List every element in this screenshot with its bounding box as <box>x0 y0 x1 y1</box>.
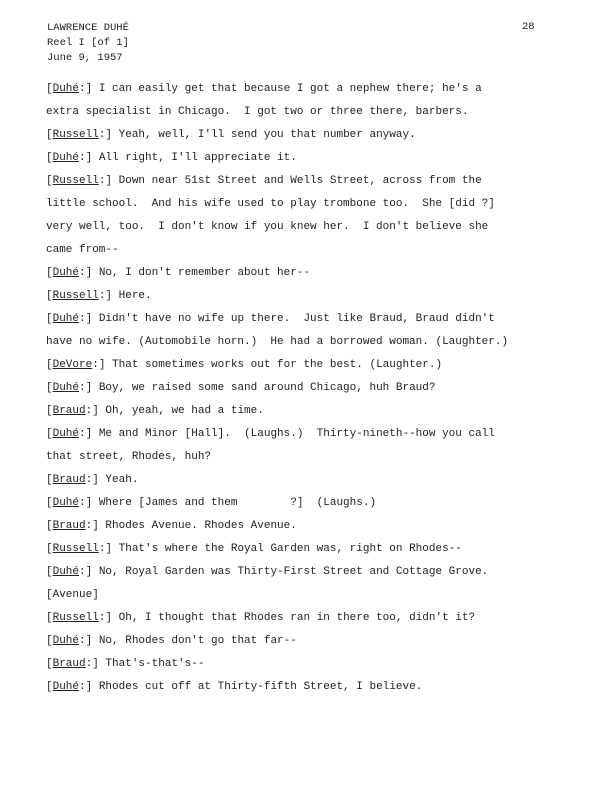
transcript-line: [Braud:] That's-that's-- <box>46 658 205 670</box>
line-text: Boy, we raised some sand around Chicago, huh Braud? <box>92 382 436 394</box>
speaker-name: Duhé <box>52 428 80 440</box>
transcript-line: [Duhé:] No, Royal Garden was Thirty-First Street and Cottage Grove. <box>46 566 489 578</box>
transcript-line: [Duhé:] No, I don't remember about her-- <box>46 267 311 279</box>
line-text: Rhodes cut off at Thirty-fifth Street, I believe. <box>92 681 423 693</box>
line-text: Me and Minor [Hall]. (Laughs.) Thirty-nineth--how you call <box>92 428 495 440</box>
speaker-name: Duhé <box>52 681 80 693</box>
speaker-name: Russell <box>52 612 99 624</box>
speaker-name: Duhé <box>52 313 80 325</box>
interview-date: June 9, 1957 <box>47 52 123 64</box>
transcript-line: [Duhé:] Where [James and them ?] (Laughs.) <box>46 497 377 509</box>
transcript-line <box>46 101 566 124</box>
line-text: That sometimes works out for the best. (Laughter.) <box>105 359 443 371</box>
speaker-name: Russell <box>52 175 99 187</box>
line-text: No, Rhodes don't go that far-- <box>92 635 297 647</box>
speaker-name: Russell <box>52 290 99 302</box>
transcript-line: [Duhé:] Rhodes cut off at Thirty-fifth Street, I believe. <box>46 681 423 693</box>
speaker-name: Duhé <box>52 635 80 647</box>
transcript-line <box>46 584 566 607</box>
line-text: Down near 51st Street and Wells Street, across from the <box>112 175 482 187</box>
line-text: Didn't have no wife up there. Just like Braud, Braud didn't <box>92 313 495 325</box>
speaker-name: Braud <box>52 520 86 532</box>
transcript-line: [Braud:] Oh, yeah, we had a time. <box>46 405 264 417</box>
speaker-name: Braud <box>52 405 86 417</box>
transcript-body <box>46 78 566 699</box>
line-text: Oh, yeah, we had a time. <box>98 405 264 417</box>
speaker-name: Duhé <box>52 83 80 95</box>
line-text: No, Royal Garden was Thirty-First Street and Cottage Grove. <box>92 566 489 578</box>
transcript-line: [Duhé:] No, Rhodes don't go that far-- <box>46 635 297 647</box>
transcript-line <box>46 216 566 239</box>
line-text: That's-that's-- <box>98 658 205 670</box>
line-text: very well, too. I don't know if you knew her. I don't believe she <box>46 221 489 233</box>
line-text: have no wife. (Automobile horn.) He had a borrowed woman. (Laughter.) <box>46 336 509 348</box>
transcript-line: [DeVore:] That sometimes works out for the best. (Laughter.) <box>46 359 443 371</box>
transcript-line: [Duhé:] I can easily get that because I got a nephew there; he's a <box>46 83 482 95</box>
line-text: Oh, I thought that Rhodes ran in there too, didn't it? <box>112 612 476 624</box>
line-text: All right, I'll appreciate it. <box>92 152 297 164</box>
speaker-name: Braud <box>52 658 86 670</box>
speaker-name: Duhé <box>52 497 80 509</box>
transcript-line: [Russell:] Yeah, well, I'll send you that number anyway. <box>46 129 416 141</box>
speaker-name: Duhé <box>52 267 80 279</box>
transcript-line: [Duhé:] All right, I'll appreciate it. <box>46 152 297 164</box>
transcript-line <box>46 446 566 469</box>
line-text: that street, Rhodes, huh? <box>46 451 212 463</box>
line-text: came from-- <box>46 244 119 256</box>
speaker-name: Russell <box>52 129 99 141</box>
transcript-line: [Duhé:] Boy, we raised some sand around Chicago, huh Braud? <box>46 382 436 394</box>
line-text: I can easily get that because I got a nephew there; he's a <box>92 83 482 95</box>
line-text: little school. And his wife used to play trombone too. She [did ?] <box>46 198 495 210</box>
transcript-line: [Russell:] Oh, I thought that Rhodes ran in there too, didn't it? <box>46 612 476 624</box>
line-text: [Avenue] <box>46 589 99 601</box>
line-text: extra specialist in Chicago. I got two or three there, barbers. <box>46 106 469 118</box>
line-text: No, I don't remember about her-- <box>92 267 311 279</box>
transcript-line: [Russell:] That's where the Royal Garden was, right on Rhodes-- <box>46 543 462 555</box>
line-text: Yeah. <box>98 474 139 486</box>
transcript-line <box>46 193 566 216</box>
speaker-name: Russell <box>52 543 99 555</box>
line-text: Here. <box>112 290 152 302</box>
transcript-line: [Duhé:] Didn't have no wife up there. Just like Braud, Braud didn't <box>46 313 495 325</box>
line-text: That's where the Royal Garden was, right on Rhodes-- <box>112 543 462 555</box>
transcript-line: [Russell:] Down near 51st Street and Wells Street, across from the <box>46 175 482 187</box>
speaker-name: DeVore <box>52 359 93 371</box>
transcript-line: [Duhé:] Me and Minor [Hall]. (Laughs.) Thirty-nineth--how you call <box>46 428 495 440</box>
speaker-name: Duhé <box>52 382 80 394</box>
speaker-name: Duhé <box>52 152 80 164</box>
speaker-name: Duhé <box>52 566 80 578</box>
reel-label: Reel I [of 1] <box>47 37 129 49</box>
transcript-line: [Braud:] Yeah. <box>46 474 139 486</box>
transcript-line: [Braud:] Rhodes Avenue. Rhodes Avenue. <box>46 520 297 532</box>
page-number: 28 <box>522 21 535 33</box>
line-text: Yeah, well, I'll send you that number anyway. <box>112 129 416 141</box>
page-header <box>47 21 129 66</box>
transcript-line <box>46 331 566 354</box>
line-text: Where [James and them ?] (Laughs.) <box>92 497 377 509</box>
interviewee-name: LAWRENCE DUHÉ <box>47 22 129 34</box>
transcript-line: [Russell:] Here. <box>46 290 152 302</box>
line-text: Rhodes Avenue. Rhodes Avenue. <box>98 520 297 532</box>
transcript-line <box>46 239 566 262</box>
speaker-name: Braud <box>52 474 86 486</box>
